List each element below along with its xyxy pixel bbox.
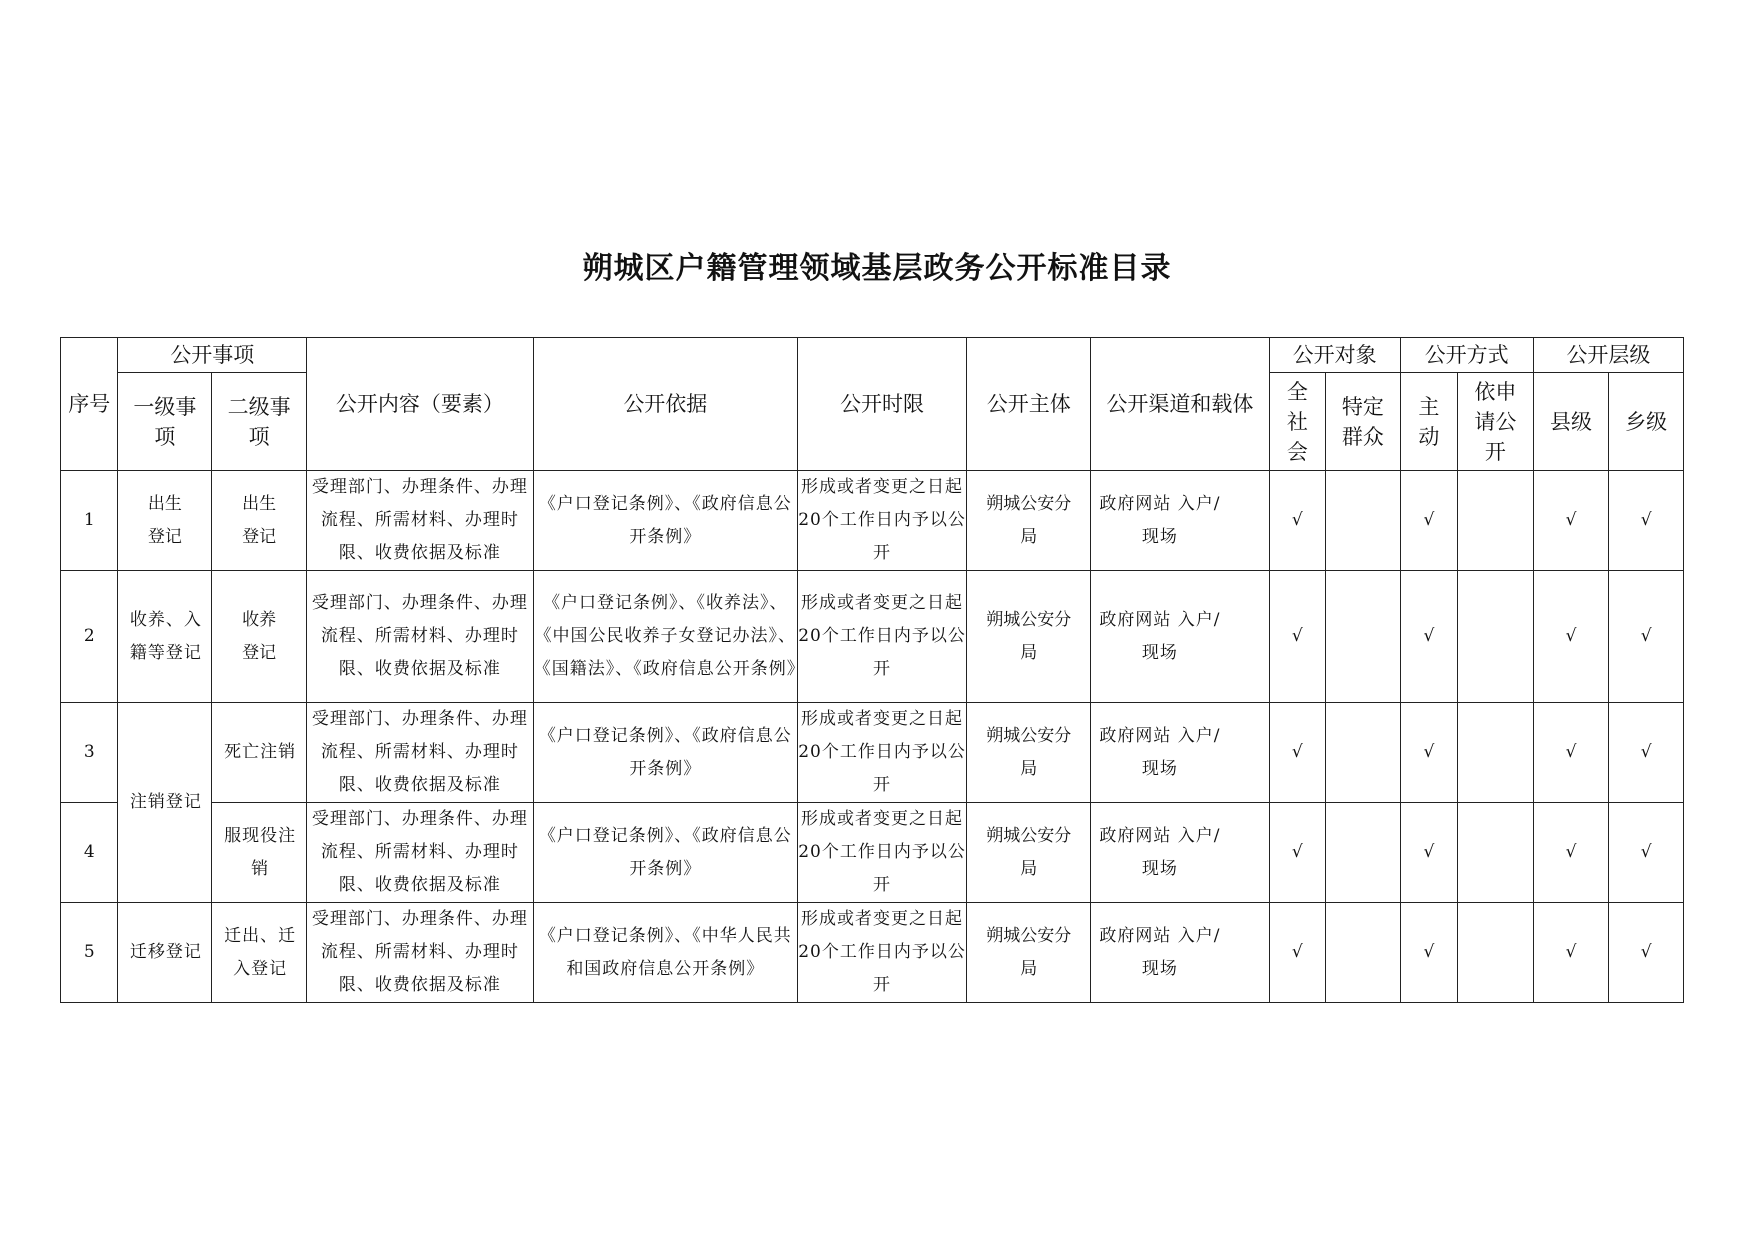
row-mode-active: √ [1400, 571, 1457, 703]
header-level-county: 县级 [1533, 373, 1609, 471]
row-channel: 政府网站 入户/现场 [1091, 903, 1269, 1003]
row-level2: 迁出、迁入登记 [212, 903, 307, 1003]
row-basis: 《户口登记条例》、《政府信息公开条例》 [533, 703, 797, 803]
row-seq: 1 [61, 471, 118, 571]
row-content: 受理部门、办理条件、办理流程、所需材料、办理时限、收费依据及标准 [306, 703, 533, 803]
row-seq: 5 [61, 903, 118, 1003]
row-level1: 出生登记 [118, 471, 212, 571]
row-audience-all: √ [1269, 903, 1325, 1003]
header-channel: 公开渠道和载体 [1091, 338, 1269, 471]
disclosure-catalog-table [60, 337, 1684, 1003]
row-time-limit: 形成或者变更之日起20个工作日内予以公开 [797, 703, 966, 803]
row-content: 受理部门、办理条件、办理流程、所需材料、办理时限、收费依据及标准 [306, 471, 533, 571]
header-items-group: 公开事项 [118, 338, 307, 373]
row-level-town: √ [1609, 703, 1684, 803]
header-time-limit: 公开时限 [797, 338, 966, 471]
header-content: 公开内容（要素） [306, 338, 533, 471]
row-level1: 收养、入籍等登记 [118, 571, 212, 703]
header-audience-group: 公开对象 [1269, 338, 1400, 373]
row-audience-all: √ [1269, 471, 1325, 571]
table-row [61, 471, 1684, 571]
row-level-town: √ [1609, 803, 1684, 903]
header-level1: 一级事项 [118, 373, 212, 471]
header-level-town: 乡级 [1609, 373, 1684, 471]
row-level-town: √ [1609, 903, 1684, 1003]
row-level-county: √ [1533, 571, 1609, 703]
row-level1: 迁移登记 [118, 903, 212, 1003]
header-row-top [61, 338, 1684, 373]
header-mode-active: 主动 [1400, 373, 1457, 471]
row-subject: 朔城公安分局 [967, 903, 1091, 1003]
row-content: 受理部门、办理条件、办理流程、所需材料、办理时限、收费依据及标准 [306, 571, 533, 703]
page-title: 朔城区户籍管理领域基层政务公开标准目录 [582, 251, 1172, 286]
header-level2: 二级事项 [212, 373, 307, 471]
header-seq: 序号 [61, 338, 118, 471]
row-content: 受理部门、办理条件、办理流程、所需材料、办理时限、收费依据及标准 [306, 903, 533, 1003]
row-subject: 朔城公安分局 [967, 703, 1091, 803]
row-level2: 收养登记 [212, 571, 307, 703]
row-seq: 4 [61, 803, 118, 903]
row-level1: 注销登记 [118, 703, 212, 903]
row-basis: 《户口登记条例》、《政府信息公开条例》 [533, 471, 797, 571]
row-audience-all: √ [1269, 571, 1325, 703]
row-audience-specific [1326, 703, 1401, 803]
row-mode-apply [1458, 471, 1534, 571]
row-level2: 死亡注销 [212, 703, 307, 803]
row-audience-all: √ [1269, 803, 1325, 903]
row-audience-all: √ [1269, 703, 1325, 803]
row-channel: 政府网站 入户/现场 [1091, 803, 1269, 903]
row-time-limit: 形成或者变更之日起20个工作日内予以公开 [797, 803, 966, 903]
row-time-limit: 形成或者变更之日起20个工作日内予以公开 [797, 571, 966, 703]
header-level-group: 公开层级 [1533, 338, 1683, 373]
row-subject: 朔城公安分局 [967, 571, 1091, 703]
row-subject: 朔城公安分局 [967, 471, 1091, 571]
row-basis: 《户口登记条例》、《政府信息公开条例》 [533, 803, 797, 903]
row-mode-apply [1458, 571, 1534, 703]
header-mode-group: 公开方式 [1400, 338, 1533, 373]
row-channel: 政府网站 入户/现场 [1091, 471, 1269, 571]
row-level-town: √ [1609, 471, 1684, 571]
table-row [61, 803, 1684, 903]
table-row [61, 703, 1684, 803]
row-mode-active: √ [1400, 471, 1457, 571]
row-level-town: √ [1609, 571, 1684, 703]
row-level-county: √ [1533, 471, 1609, 571]
row-channel: 政府网站 入户/现场 [1091, 703, 1269, 803]
row-mode-active: √ [1400, 703, 1457, 803]
row-audience-specific [1326, 903, 1401, 1003]
row-basis: 《户口登记条例》、《中华人民共和国政府信息公开条例》 [533, 903, 797, 1003]
row-mode-apply [1458, 903, 1534, 1003]
row-subject: 朔城公安分局 [967, 803, 1091, 903]
header-subject: 公开主体 [967, 338, 1091, 471]
row-level-county: √ [1533, 703, 1609, 803]
row-time-limit: 形成或者变更之日起20个工作日内予以公开 [797, 471, 966, 571]
row-seq: 2 [61, 571, 118, 703]
header-audience-specific: 特定群众 [1326, 373, 1401, 471]
row-level2: 出生登记 [212, 471, 307, 571]
table-row [61, 571, 1684, 703]
header-mode-apply: 依申请公开 [1458, 373, 1534, 471]
row-audience-specific [1326, 803, 1401, 903]
row-audience-specific [1326, 471, 1401, 571]
row-time-limit: 形成或者变更之日起20个工作日内予以公开 [797, 903, 966, 1003]
row-level-county: √ [1533, 903, 1609, 1003]
row-content: 受理部门、办理条件、办理流程、所需材料、办理时限、收费依据及标准 [306, 803, 533, 903]
row-audience-specific [1326, 571, 1401, 703]
row-mode-apply [1458, 803, 1534, 903]
row-seq: 3 [61, 703, 118, 803]
row-mode-active: √ [1400, 903, 1457, 1003]
row-mode-active: √ [1400, 803, 1457, 903]
row-mode-apply [1458, 703, 1534, 803]
table-row [61, 903, 1684, 1003]
header-basis: 公开依据 [533, 338, 797, 471]
row-level-county: √ [1533, 803, 1609, 903]
row-basis: 《户口登记条例》、《收养法》、《中国公民收养子女登记办法》、《国籍法》、《政府信息公开条例》 [533, 571, 797, 703]
header-audience-all: 全社会 [1269, 373, 1325, 471]
row-level2: 服现役注销 [212, 803, 307, 903]
row-channel: 政府网站 入户/现场 [1091, 571, 1269, 703]
